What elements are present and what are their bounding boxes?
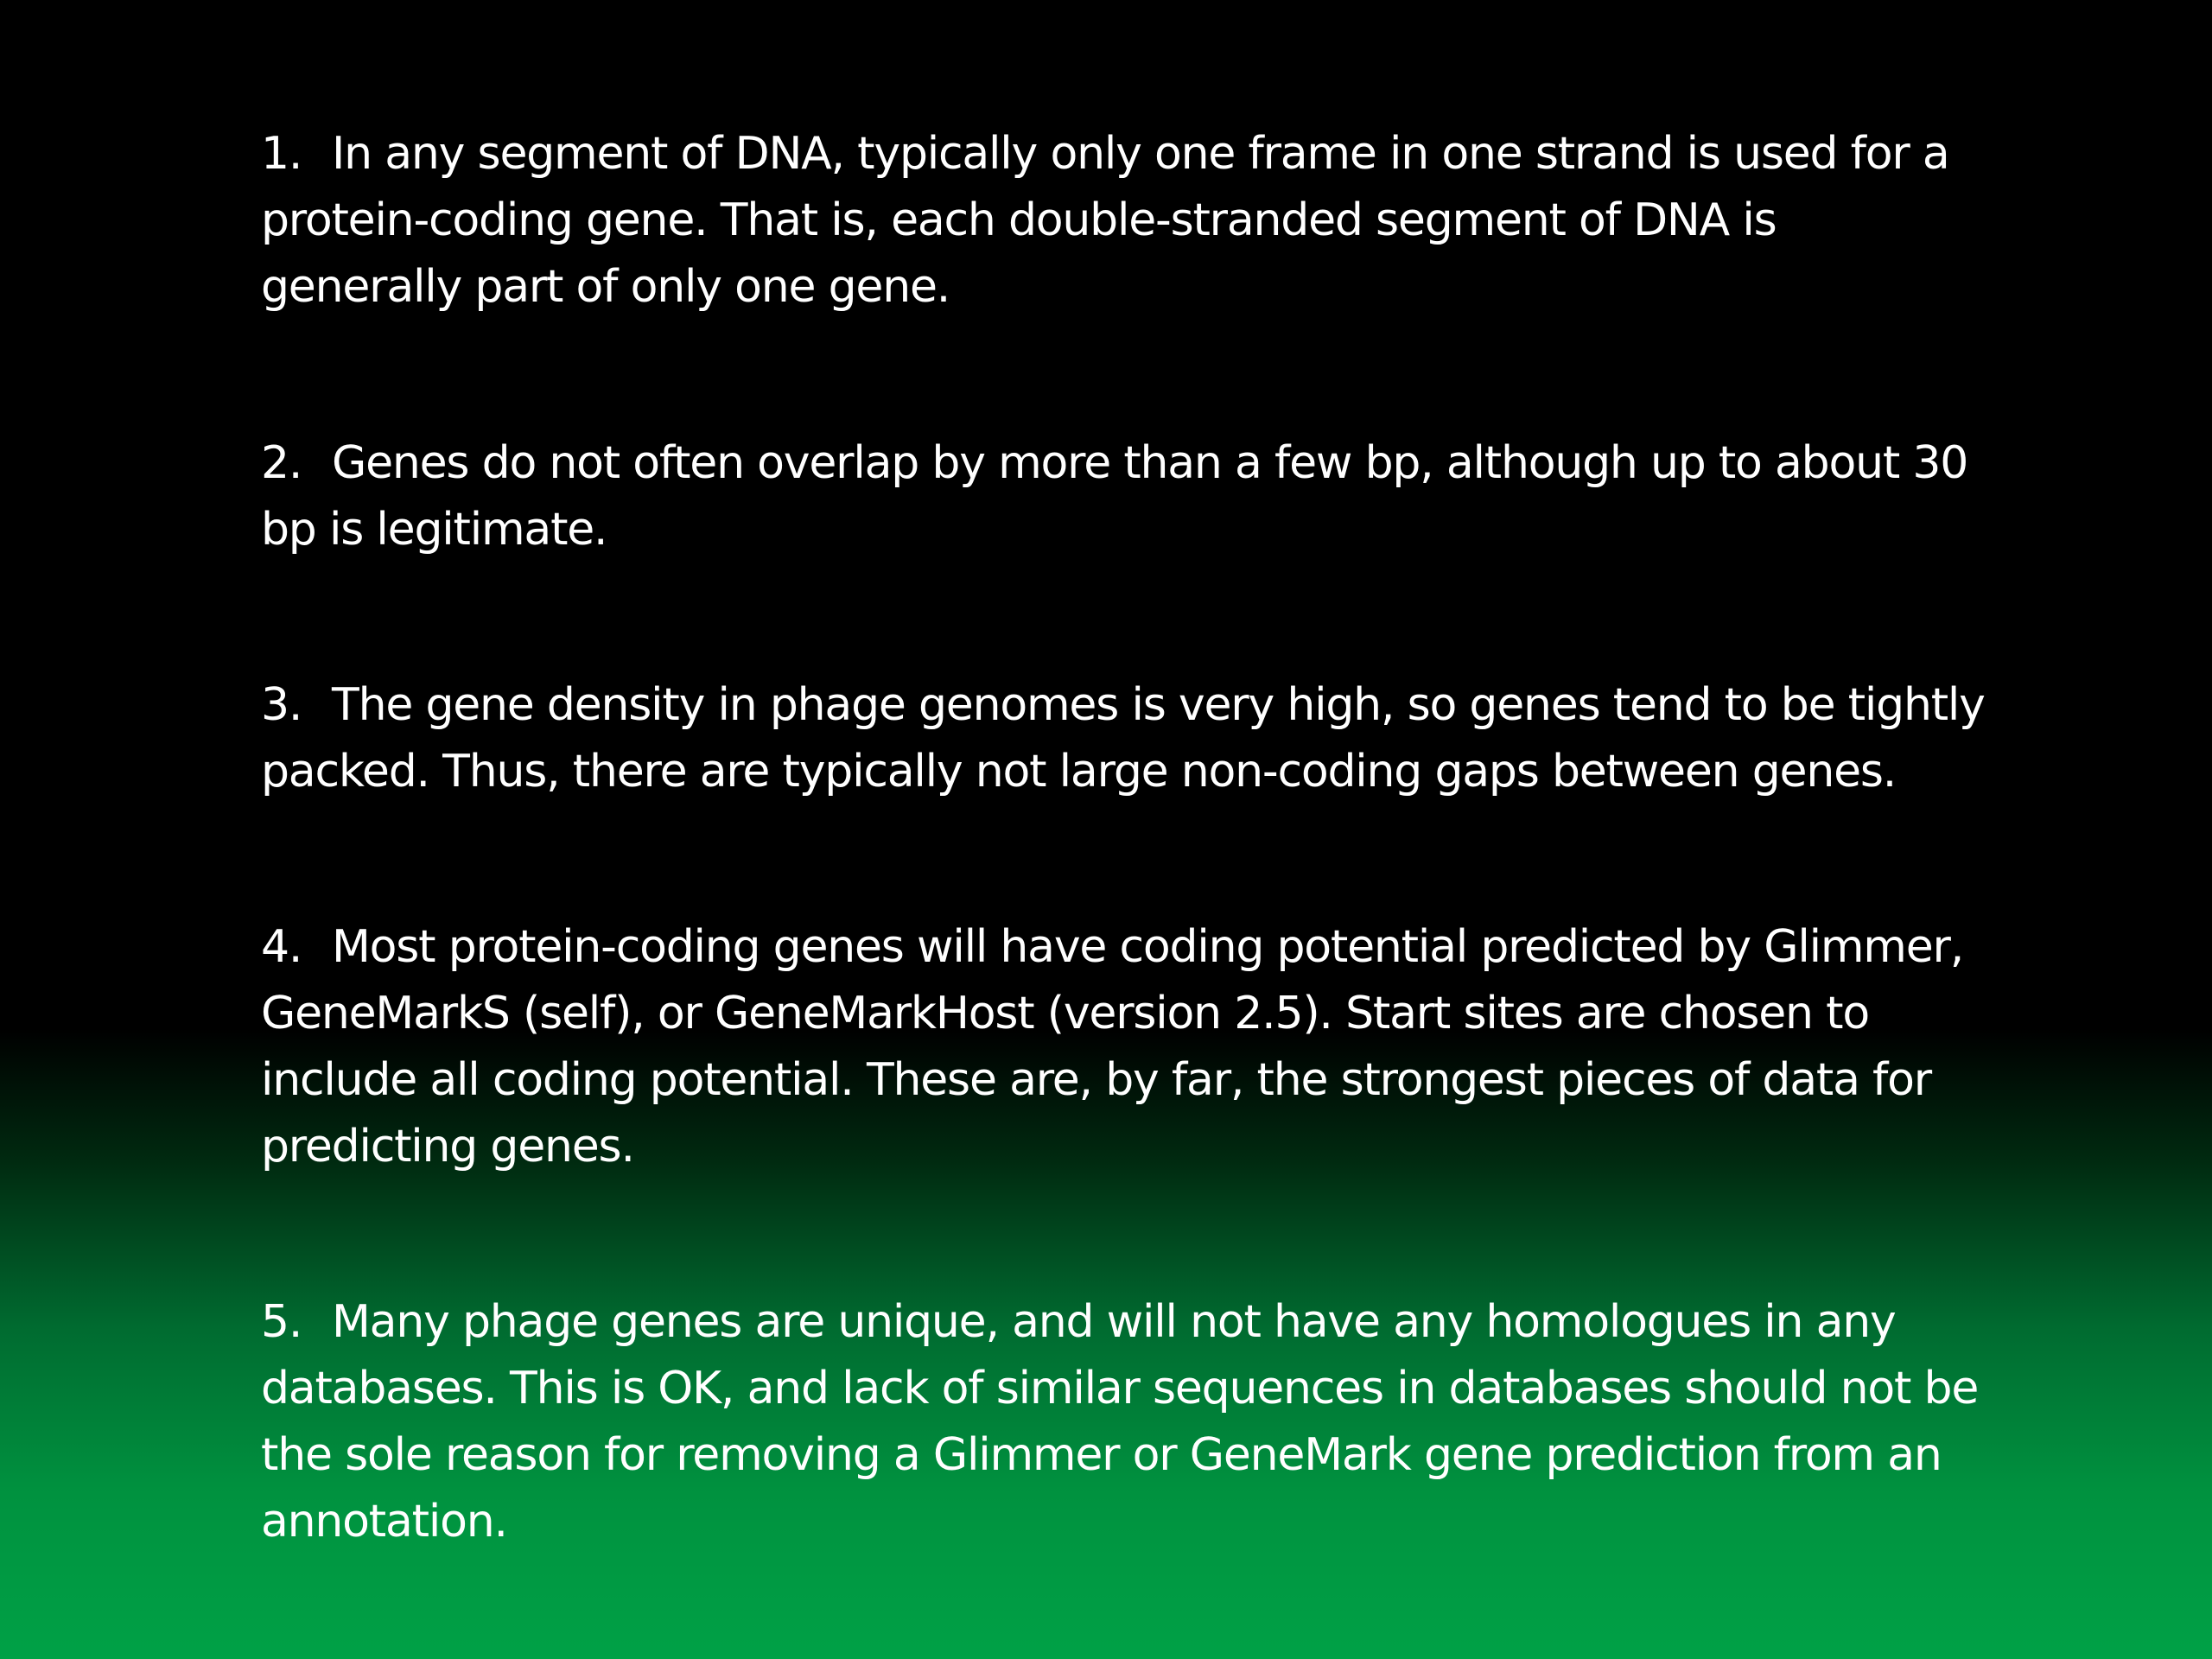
rule-text: The gene density in phage genomes is very high, so genes tend to be tightly [332, 679, 1985, 731]
rule-line: annotation. [261, 1496, 507, 1548]
rule-line: include all coding potential. These are, by far, the strongest pieces of data for [261, 1054, 1931, 1106]
rule-number: 5. [261, 1296, 302, 1348]
rule-number: 4. [261, 921, 302, 973]
rule-line: predicting genes. [261, 1121, 634, 1173]
rule-text: Genes do not often overlap by more than a few bp, although up to about 30 [332, 437, 1968, 489]
rule-number: 1. [261, 128, 302, 180]
rule-number: 2. [261, 437, 302, 489]
rule-item [261, 121, 2093, 321]
rule-line [261, 914, 2093, 981]
rule-line: the sole reason for removing a Glimmer or GeneMark gene prediction from an [261, 1429, 1942, 1481]
rule-number: 3. [261, 679, 302, 731]
rule-line [261, 1289, 2093, 1356]
rule-line: bp is legitimate. [261, 504, 607, 556]
rule-item [261, 430, 2093, 563]
rule-line: protein-coding gene. That is, each double-stranded segment of DNA is [261, 194, 1777, 246]
rule-text: In any segment of DNA, typically only one frame in one strand is used for a [332, 128, 1949, 180]
rule-line [261, 121, 2093, 188]
rule-line: packed. Thus, there are typically not large non-coding gaps between genes. [261, 746, 1897, 798]
rule-line [261, 430, 2093, 497]
rule-item [261, 1289, 2093, 1555]
rule-line: generally part of only one gene. [261, 261, 950, 313]
rule-text: Most protein-coding genes will have coding potential predicted by Glimmer, [332, 921, 1964, 973]
rule-line: databases. This is OK, and lack of similar sequences in databases should not be [261, 1363, 1979, 1414]
rule-line [261, 672, 2093, 739]
rule-item [261, 672, 2093, 805]
rule-text: Many phage genes are unique, and will not have any homologues in any [332, 1296, 1896, 1348]
rule-line: GeneMarkS (self), or GeneMarkHost (version 2.5). Start sites are chosen to [261, 988, 1869, 1039]
rule-item [261, 914, 2093, 1180]
